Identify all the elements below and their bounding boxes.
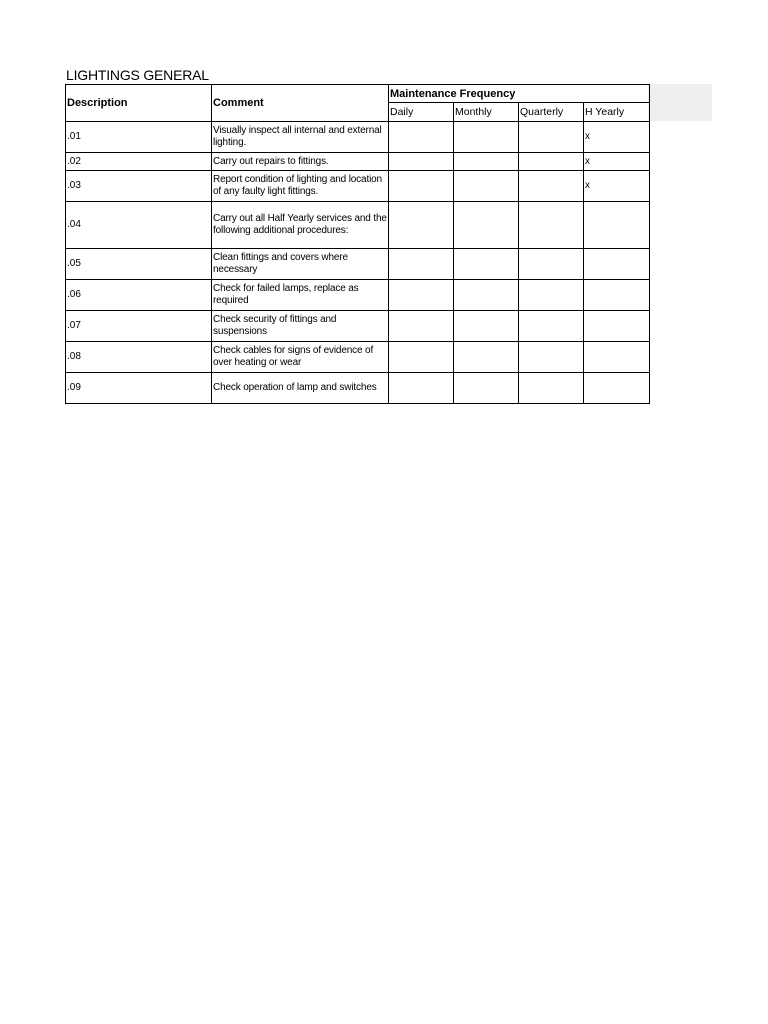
table-row xyxy=(66,342,650,373)
row-daily xyxy=(389,373,454,404)
row-daily xyxy=(389,202,454,249)
table-row xyxy=(66,249,650,280)
row-quarterly xyxy=(519,280,584,311)
header-row-group xyxy=(66,85,650,103)
row-daily xyxy=(389,153,454,171)
maintenance-table xyxy=(65,84,650,404)
row-h-yearly: x xyxy=(584,153,650,171)
row-quarterly xyxy=(519,153,584,171)
row-monthly xyxy=(454,373,519,404)
row-comment: Check operation of lamp and switches xyxy=(212,373,389,404)
row-description: .07 xyxy=(66,311,212,342)
row-comment: Visually inspect all internal and external lighting. xyxy=(212,122,389,153)
row-description: .04 xyxy=(66,202,212,249)
row-quarterly xyxy=(519,373,584,404)
row-description: .03 xyxy=(66,171,212,202)
row-h-yearly xyxy=(584,249,650,280)
row-daily xyxy=(389,249,454,280)
row-comment: Carry out repairs to fittings. xyxy=(212,153,389,171)
row-daily xyxy=(389,342,454,373)
header-shade xyxy=(648,84,712,121)
row-quarterly xyxy=(519,122,584,153)
monthly-header: Monthly xyxy=(454,103,519,122)
row-quarterly xyxy=(519,202,584,249)
table-row xyxy=(66,122,650,153)
row-quarterly xyxy=(519,311,584,342)
daily-header: Daily xyxy=(389,103,454,122)
row-daily xyxy=(389,171,454,202)
row-h-yearly xyxy=(584,280,650,311)
row-daily xyxy=(389,311,454,342)
table-row xyxy=(66,171,650,202)
row-monthly xyxy=(454,171,519,202)
row-description: .06 xyxy=(66,280,212,311)
row-monthly xyxy=(454,342,519,373)
table-row xyxy=(66,202,650,249)
table-row xyxy=(66,153,650,171)
description-header: Description xyxy=(66,85,212,122)
row-monthly xyxy=(454,122,519,153)
row-comment: Carry out all Half Yearly services and the following additional procedures: xyxy=(212,202,389,249)
row-quarterly xyxy=(519,342,584,373)
row-quarterly xyxy=(519,249,584,280)
row-h-yearly xyxy=(584,311,650,342)
h-yearly-header: H Yearly xyxy=(584,103,650,122)
row-comment: Check cables for signs of evidence of over heating or wear xyxy=(212,342,389,373)
row-description: .05 xyxy=(66,249,212,280)
row-monthly xyxy=(454,311,519,342)
comment-header: Comment xyxy=(212,85,389,122)
row-description: .09 xyxy=(66,373,212,404)
row-monthly xyxy=(454,249,519,280)
row-description: .08 xyxy=(66,342,212,373)
row-comment: Check for failed lamps, replace as required xyxy=(212,280,389,311)
quarterly-header: Quarterly xyxy=(519,103,584,122)
table-row xyxy=(66,280,650,311)
row-daily xyxy=(389,122,454,153)
row-comment: Clean fittings and covers where necessary xyxy=(212,249,389,280)
table-row xyxy=(66,311,650,342)
table-row xyxy=(66,373,650,404)
row-monthly xyxy=(454,280,519,311)
maintenance-frequency-header: Maintenance Frequency xyxy=(389,85,650,103)
row-monthly xyxy=(454,153,519,171)
row-h-yearly: x xyxy=(584,122,650,153)
row-h-yearly xyxy=(584,373,650,404)
row-h-yearly xyxy=(584,342,650,373)
row-h-yearly: x xyxy=(584,171,650,202)
row-h-yearly xyxy=(584,202,650,249)
row-quarterly xyxy=(519,171,584,202)
row-monthly xyxy=(454,202,519,249)
row-daily xyxy=(389,280,454,311)
row-comment: Check security of fittings and suspensions xyxy=(212,311,389,342)
row-description: .01 xyxy=(66,122,212,153)
row-description: .02 xyxy=(66,153,212,171)
row-comment: Report condition of lighting and location of any faulty light fittings. xyxy=(212,171,389,202)
document-title: LIGHTINGS GENERAL xyxy=(66,67,209,83)
